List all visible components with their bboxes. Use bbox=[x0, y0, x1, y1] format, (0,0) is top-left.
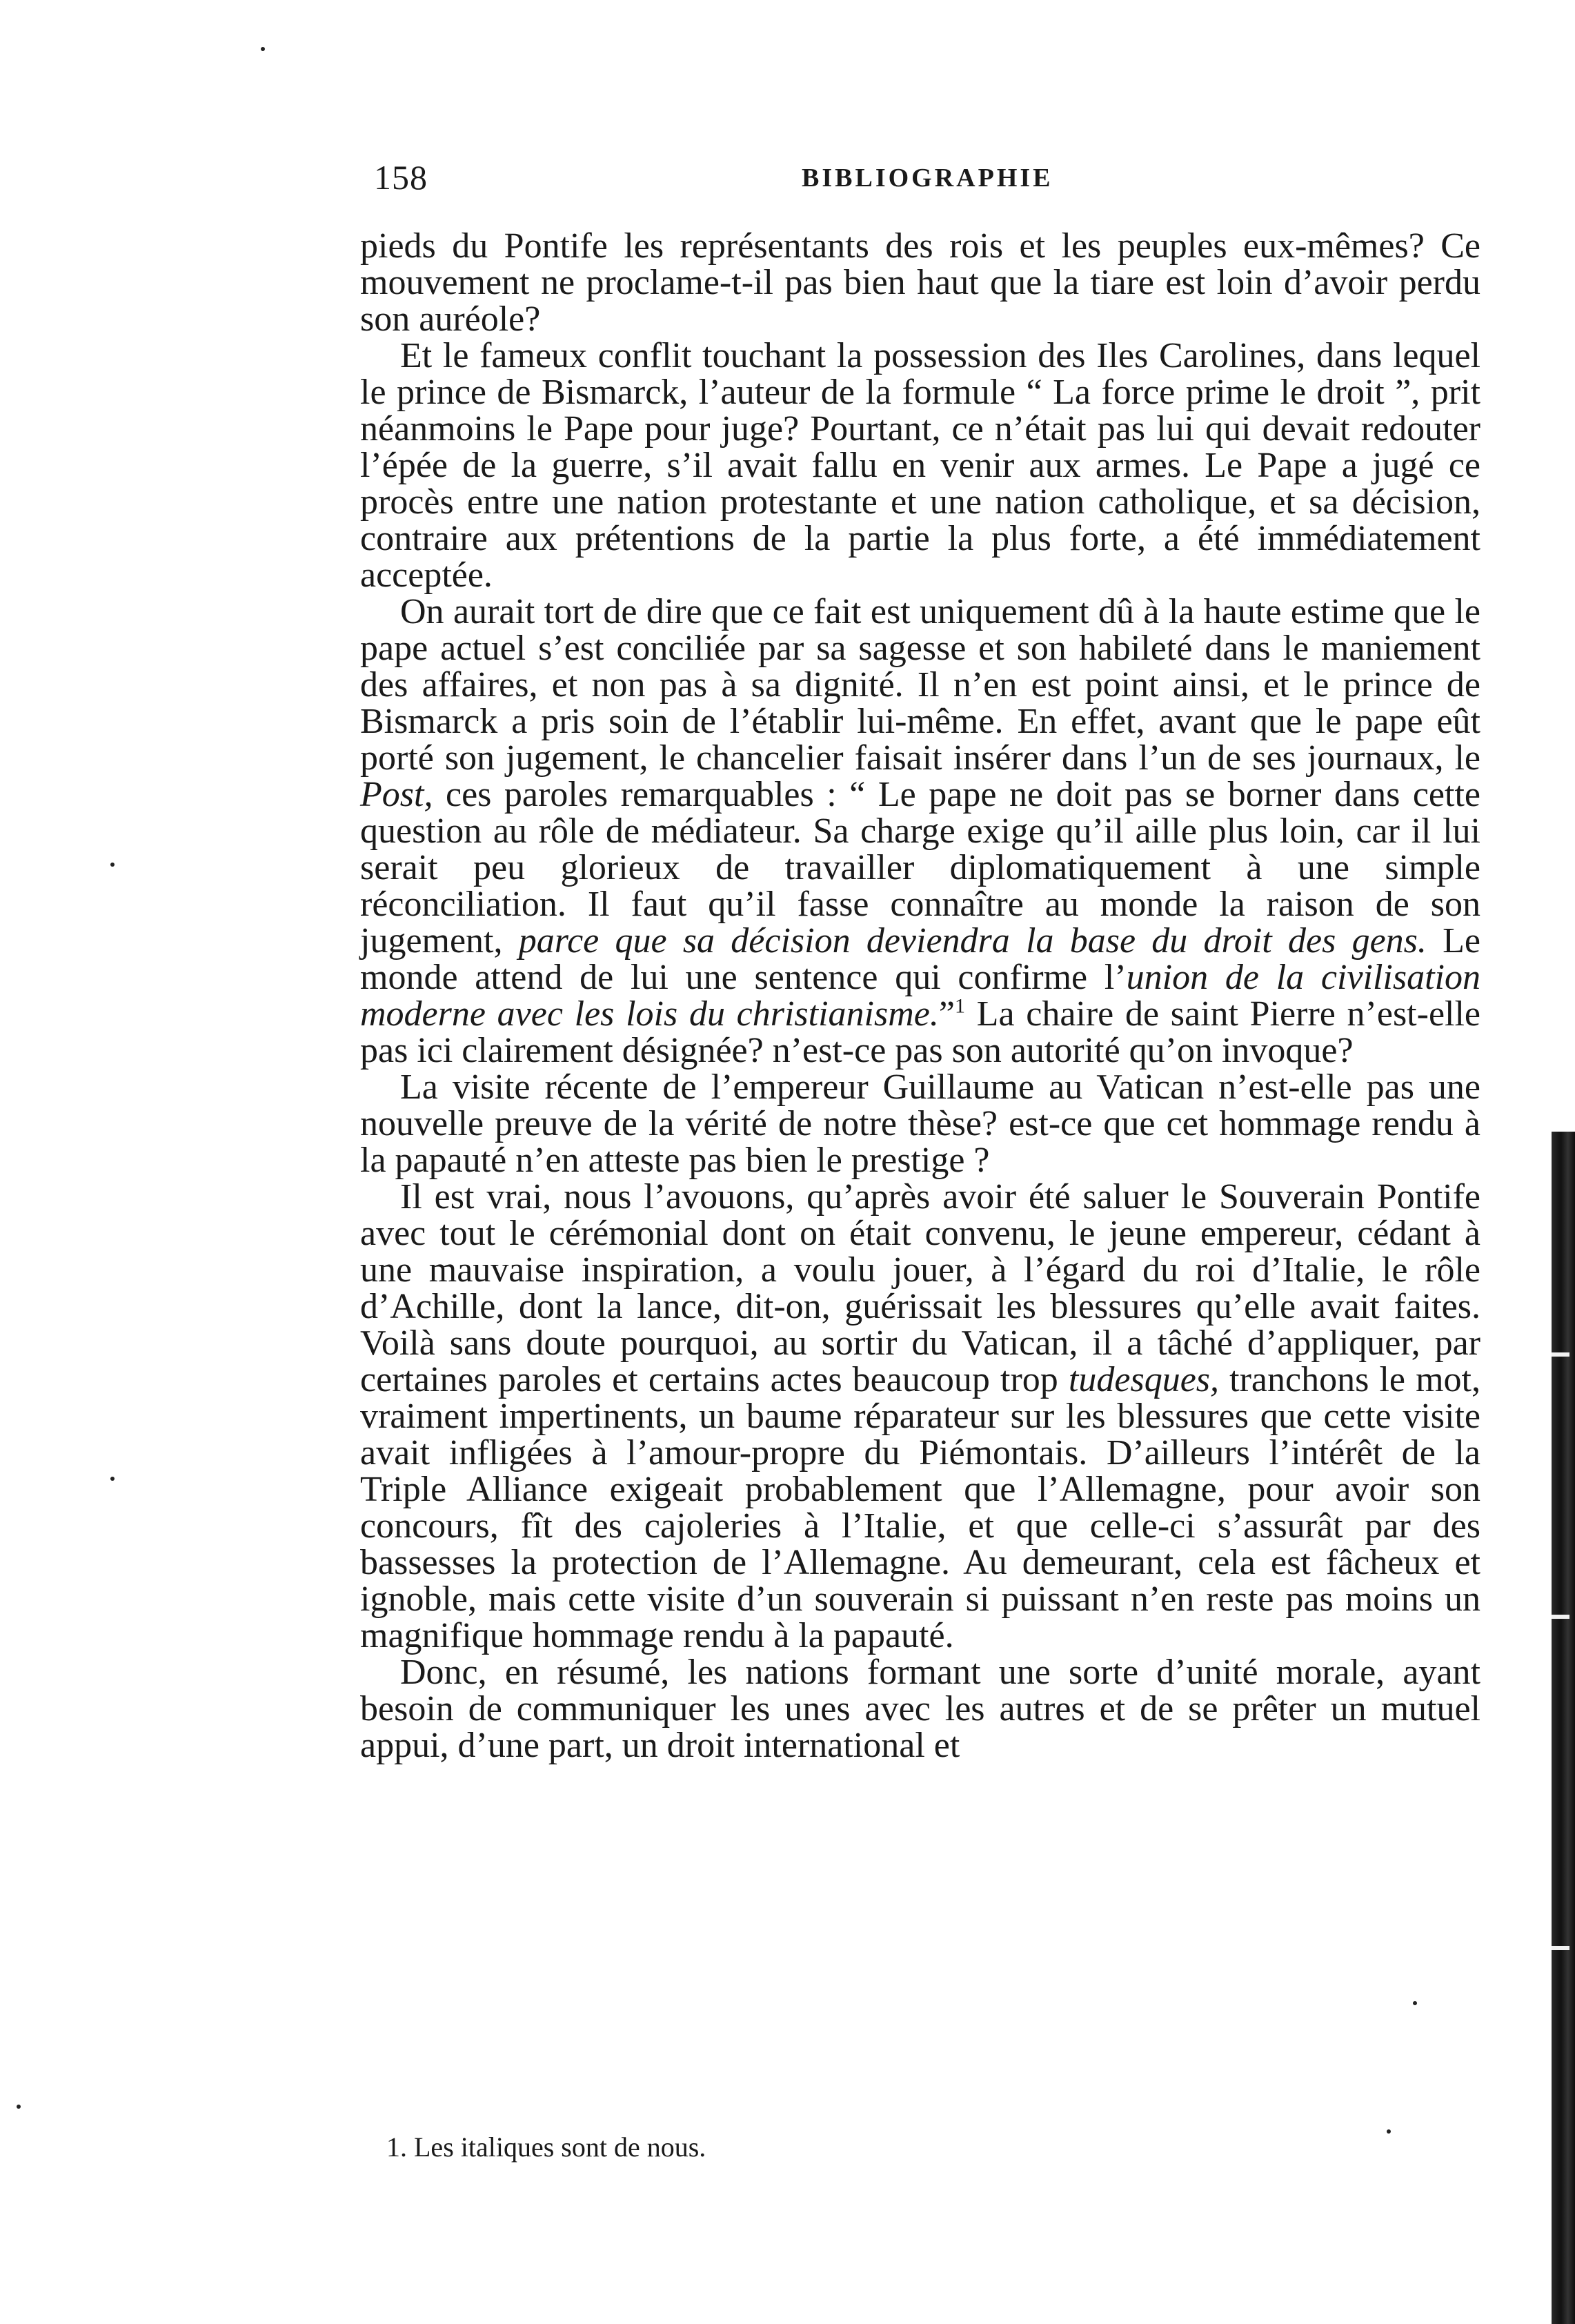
paragraph bbox=[360, 1069, 1480, 1179]
page-header bbox=[374, 153, 1478, 201]
paragraph bbox=[360, 593, 1480, 1069]
paragraph-text: ” bbox=[938, 994, 955, 1034]
paragraph-text: pieds du Pontife les représentants des rois et les peuples eux-mêmes? Ce mouvement ne proclame-t-il pas bien haut que la tiare est loin d’avoir perdu son auréole? bbox=[360, 226, 1480, 339]
paragraph-text: La chaire de saint Pierre n’est-elle pas ici clairement désignée? n’est-ce pas son autorité qu’on invoque? bbox=[360, 994, 1481, 1070]
paragraph-text: ces paroles remarquables : “ Le pape ne doit pas se borner dans cette question au rôle de médiateur. Sa charge exige qu’il aille plus loin, car il lui serait peu glorieux de travailler diplomatiquement à une simple réconciliation. Il faut qu’il fasse connaître au monde la raison de son jugement, bbox=[360, 775, 1480, 961]
footnote: 1. Les italiques sont de nous. bbox=[386, 2131, 706, 2163]
running-head: BIBLIOGRAPHIE bbox=[802, 164, 1053, 193]
paragraph-text: Et le fameux conflit touchant la possession des Iles Carolines, dans lequel le prince de Bismarck, l’auteur de la formule “ La force prime le droit ”, prit néanmoins le Pape pour juge? Pourtant, ce n’était pas lui qui devait redouter l’épée de la guerre, s’il avait fallu en venir aux armes. Le Pape a jugé ce procès entre une nation protestante et une nation catholique, et sa décision, contraire aux prétentions de la partie la plus forte, a été immédiatement acceptée. bbox=[360, 336, 1480, 595]
paragraph-text: Il est vrai, nous l’avouons, qu’après avoir été saluer le Souverain Pontife avec tout le cérémonial dont on était convenu, le jeune empereur, cédant à une mauvaise inspiration, a voulu jouer, à l’égard du roi d’Italie, le rôle d’Achille, dont la lance, dit-on, guérissait les blessures qu’elle avait faites. Voilà sans doute pourquoi, au sortir du Vatican, il a tâché d’appliquer, par certaines paroles et certains actes beaucoup trop bbox=[360, 1177, 1480, 1399]
scan-speck bbox=[110, 863, 115, 867]
paragraph bbox=[360, 1179, 1480, 1654]
italic-text: tudesques, bbox=[1068, 1360, 1220, 1399]
scan-speck bbox=[261, 47, 265, 51]
page-number: 158 bbox=[374, 158, 428, 197]
italic-text: parce que sa décision deviendra la base du droit des gens. bbox=[518, 921, 1427, 961]
paragraph bbox=[360, 337, 1480, 593]
italic-text: union de la civilisation moderne avec les lois du christianisme. bbox=[360, 958, 1480, 1034]
paragraph bbox=[360, 228, 1480, 337]
page-edge-shadow bbox=[1552, 1132, 1575, 2324]
paragraph-text: La visite récente de l’empereur Guillaume au Vatican n’est-elle pas une nouvelle preuve de la vérité de notre thèse? est-ce que cet hommage rendu à la papauté n’en atteste pas bien le prestige ? bbox=[360, 1067, 1480, 1180]
body-text bbox=[360, 228, 1480, 1764]
scan-speck bbox=[1413, 2001, 1417, 2005]
scan-speck bbox=[110, 1477, 115, 1481]
paragraph-text: tranchons le mot, vraiment impertinents, un baume réparateur sur les blessures que cette visite avait infligées à l’amour-propre du Piémontais. D’ailleurs l’intérêt de la Triple Alliance exigeait probablement que l’Allemagne, pour avoir son concours, fît des cajoleries à l’Italie, et que celle-ci s’assurât par des bassesses la protection de l’Allemagne. Au demeurant, cela est fâcheux et ignoble, mais cette visite d’un souverain si puissant n’en reste pas moins un magnifique hommage rendu à la papauté. bbox=[360, 1360, 1480, 1655]
paragraph bbox=[360, 1654, 1480, 1764]
paragraph-text: Donc, en résumé, les nations formant une sorte d’unité morale, ayant besoin de communiquer les unes avec les autres et de se prêter un mutuel appui, d’une part, un droit international et bbox=[360, 1653, 1480, 1765]
italic-text: Post, bbox=[360, 775, 433, 814]
footnote-reference: 1 bbox=[954, 994, 965, 1018]
scan-speck bbox=[17, 2105, 21, 2109]
paragraph-text: On aurait tort de dire que ce fait est uniquement dû à la haute estime que le pape actuel s’est conciliée par sa sagesse et son habileté dans le maniement des affaires, et non pas à sa dignité. Il n’en est point ainsi, et le prince de Bismarck a pris soin de l’établir lui-même. En effet, avant que le pape eût porté son jugement, le chancelier faisait insérer dans l’un de ses journaux, le bbox=[360, 592, 1480, 778]
paragraph-text: Le monde attend de lui une sentence qui confirme l’ bbox=[360, 921, 1480, 997]
scan-speck bbox=[1387, 2129, 1391, 2134]
